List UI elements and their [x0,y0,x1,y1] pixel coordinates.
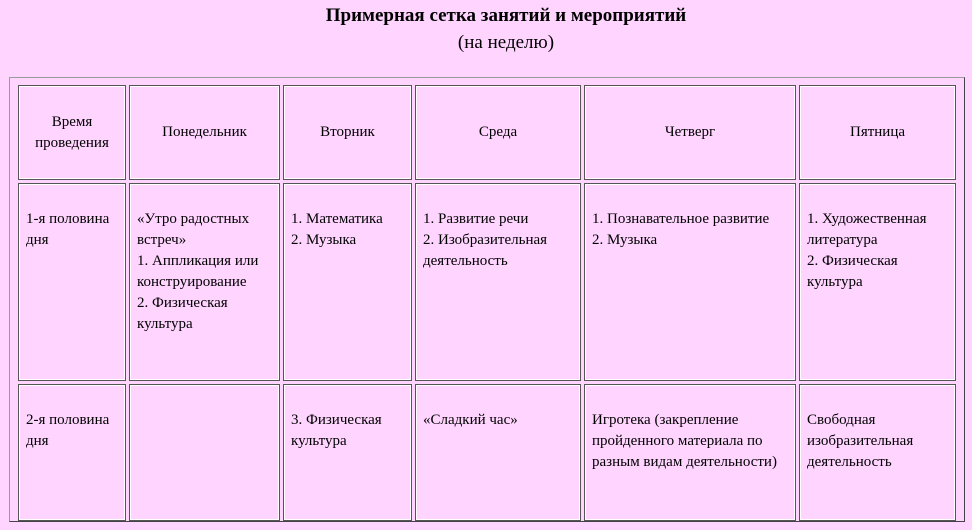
monday-cell [129,384,280,521]
header-friday: Пятница [799,85,956,180]
friday-cell [799,384,956,521]
cell-line: 1. Аппликация или конструирование [137,253,259,290]
cell-line: 2. Физическая культура [137,295,228,332]
header-thursday: Четверг [584,85,796,180]
monday-cell [129,183,280,381]
header-tuesday: Вторник [283,85,412,180]
cell-line: 2. Музыка [592,232,658,248]
wednesday-cell [415,384,581,521]
time-cell: 2-я половина дня [18,384,126,521]
cell-line: 1. Развитие речи [423,211,529,227]
tuesday-cell [283,183,412,381]
header-monday: Понедельник [129,85,280,180]
page-title: Примерная сетка занятий и мероприятий [325,5,687,26]
cell-line: 1. Математика [291,211,383,227]
cell-line: 2. Музыка [291,232,357,248]
time-cell: 1-я половина дня [18,183,126,381]
table-row [18,384,956,521]
cell-line: Игротека (закрепление пройденного материала по разным видам деятельности) [592,412,777,470]
schedule-table [15,82,959,524]
cell-line: «Сладкий час» [423,412,518,428]
thursday-cell [584,183,796,381]
cell-line: 2. Физическая культура [807,253,898,290]
header-wednesday: Среда [415,85,581,180]
cell-line: 1. Художественная литература [807,211,927,248]
page-subtitle: (на неделю) [457,32,555,53]
table-header-row [18,85,956,180]
thursday-cell [584,384,796,521]
cell-line: «Утро радостных встреч» [137,211,250,248]
cell-line: 3. Физическая культура [291,412,382,449]
tuesday-cell [283,384,412,521]
friday-cell [799,183,956,381]
cell-line: 1. Познавательное развитие [592,211,770,227]
table-row [18,183,956,381]
cell-line: Свободная изобразительная деятельность [807,412,914,470]
cell-line: 2. Изобразительная деятельность [423,232,548,269]
header-time: Время проведения [18,85,126,180]
wednesday-cell [415,183,581,381]
